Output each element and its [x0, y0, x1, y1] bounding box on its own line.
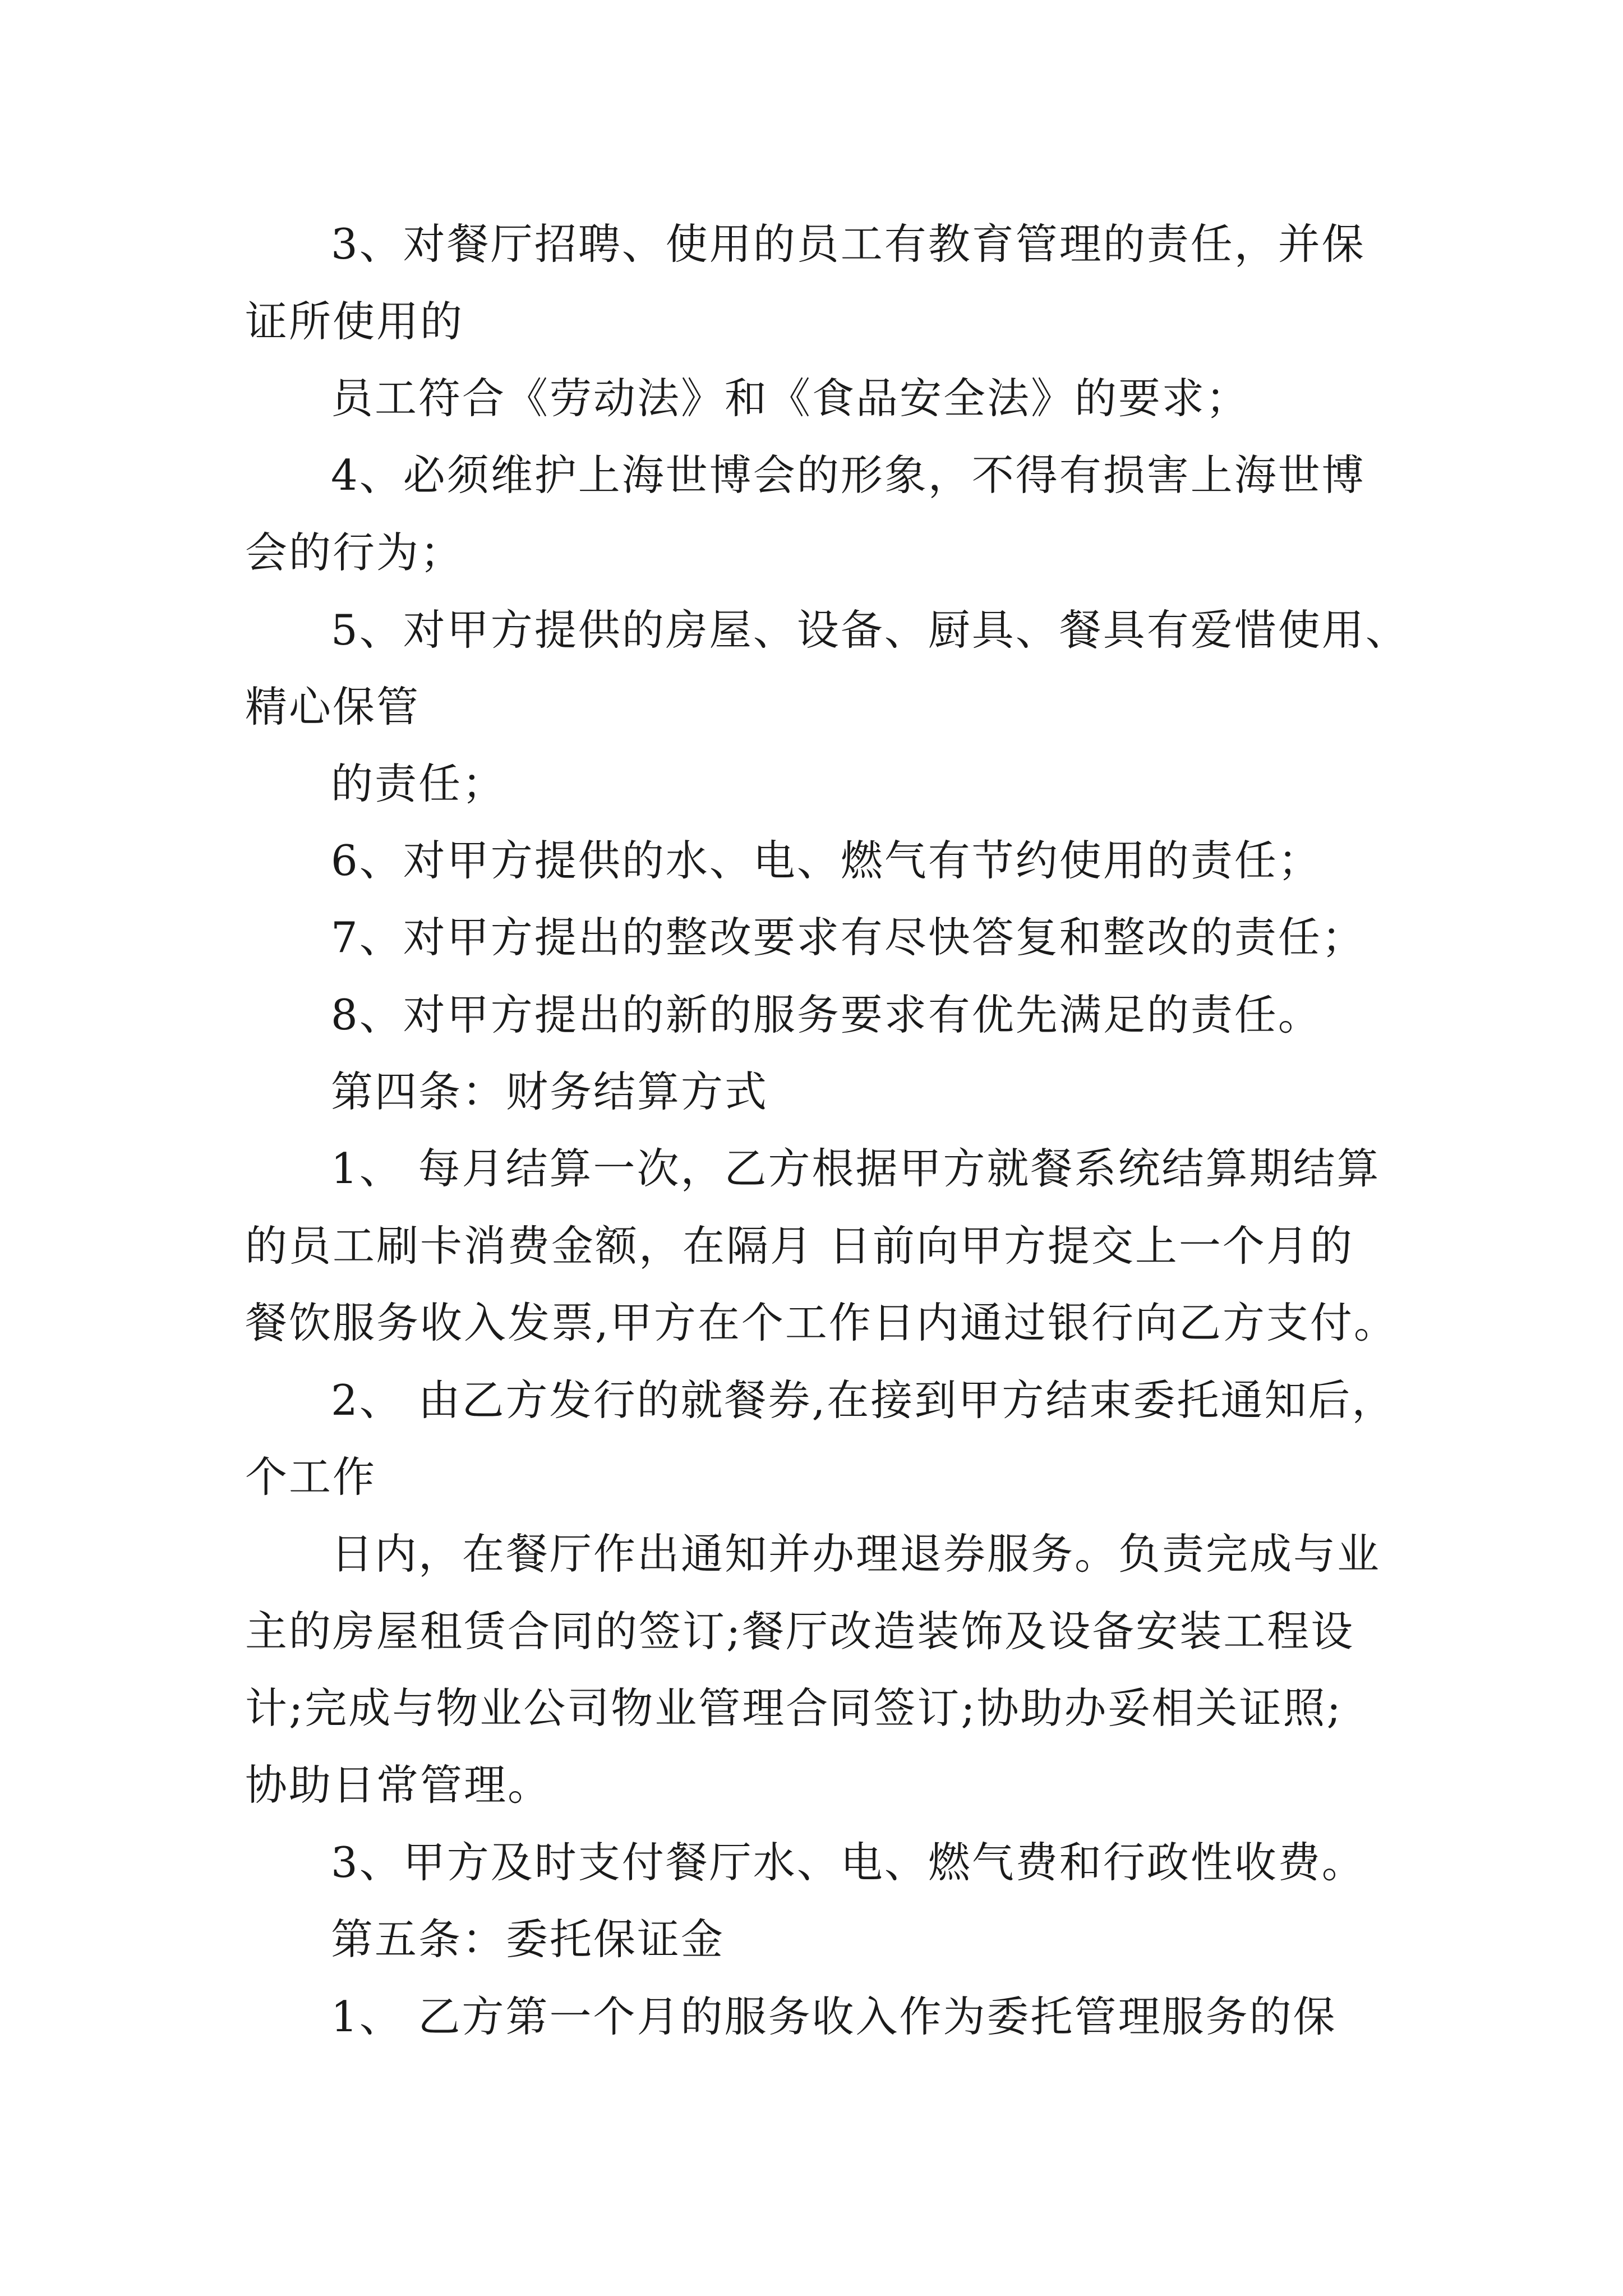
text-line: 1、 每月结算一次，乙方根据甲方就餐系统结算期结算 — [331, 1144, 1381, 1193]
text-line: 6、对甲方提供的水、电、燃气有节约使用的责任； — [331, 836, 1322, 885]
text-line: 3、甲方及时支付餐厅水、电、燃气费和行政性收费。 — [331, 1838, 1366, 1887]
section-heading: 第四条：财务结算方式 — [331, 1067, 769, 1116]
text-line: 2、 由乙方发行的就餐券,在接到甲方结束委托通知后， — [331, 1375, 1396, 1425]
text-line: 个工作 — [245, 1452, 377, 1502]
text-line: 日内，在餐厅作出通知并办理退券服务。负责完成与业 — [331, 1529, 1381, 1579]
text-line: 8、对甲方提出的新的服务要求有优先满足的责任。 — [331, 990, 1322, 1039]
section-heading: 第五条：委托保证金 — [331, 1915, 725, 1964]
text-line: 4、必须维护上海世博会的形象，不得有损害上海世博 — [331, 450, 1366, 500]
text-line: 计;完成与物业公司物业管理合同签订;协助办妥相关证照; — [245, 1683, 1343, 1733]
text-line: 的责任； — [331, 759, 506, 808]
text-line: 餐饮服务收入发票,甲方在个工作日内通过银行向乙方支付。 — [245, 1298, 1398, 1347]
text-line: 主的房屋租赁合同的签订;餐厅改造装饰及设备安装工程设 — [245, 1607, 1355, 1656]
text-line: 员工符合《劳动法》和《食品安全法》的要求； — [331, 374, 1250, 423]
text-line: 的员工刷卡消费金额，在隔月 日前向甲方提交上一个月的 — [245, 1221, 1354, 1271]
text-line: 会的行为； — [245, 528, 464, 577]
text-line: 3、对餐厅招聘、使用的员工有教育管理的责任，并保 — [331, 219, 1366, 269]
text-line: 7、对甲方提出的整改要求有尽快答复和整改的责任； — [331, 913, 1366, 962]
text-line: 5、对甲方提供的房屋、设备、厨具、餐具有爱惜使用、 — [331, 605, 1409, 655]
text-line: 证所使用的 — [245, 297, 464, 346]
text-line: 协助日常管理。 — [245, 1760, 552, 1810]
text-line: 1、 乙方第一个月的服务收入作为委托管理服务的保 — [331, 1992, 1337, 2041]
text-line: 精心保管 — [245, 682, 421, 731]
